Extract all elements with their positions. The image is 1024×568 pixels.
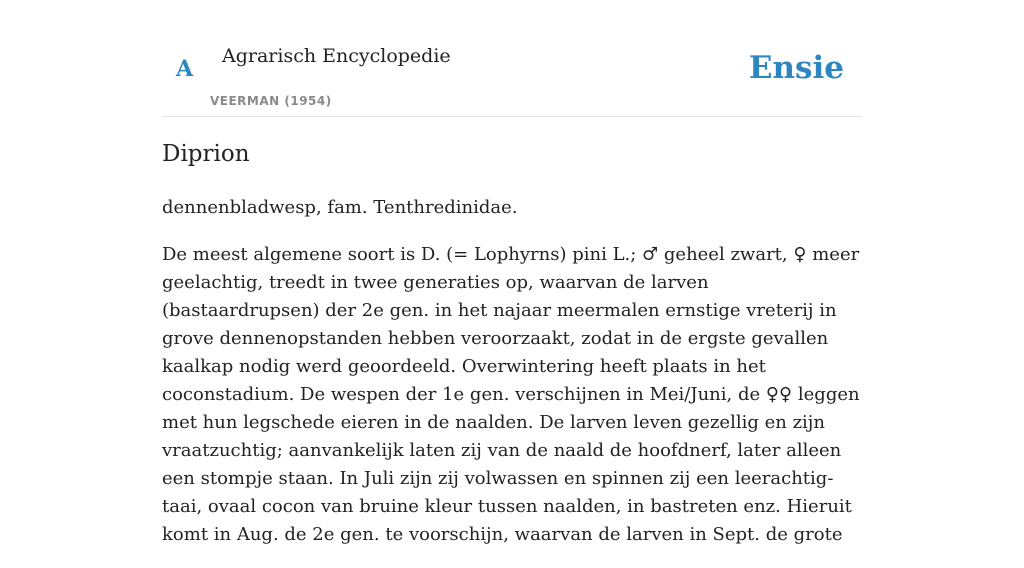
entry-title: Diprion xyxy=(162,141,250,167)
entry-body: De meest algemene soort is D. (= Lophyrns) pini L.; ♂ geheel zwart, ♀ meer geelachtig, treedt in twee generaties op, waarvan de larven (bastaardrupsen) der 2e gen. in het najaar meermalen ernstige vreterij in grove dennenopstanden hebben veroorzaakt, zodat in de ergste gevallen kaalkap nodig werd geoordeeld. Overwintering heeft plaats in het coconstadium. De wespen der 1e gen. verschijnen in Mei/Juni, de ♀♀ leggen met hun legschede eieren in de naalden. De larven leven gezellig en zijn vraatzuchtig; aanvankelijk laten zij van de naald de hoofdnerf, later alleen een stompje staan. In Juli zijn zij volwassen en spinnen zij een leerachtig-taai, ovaal cocon van bruine kleur tussen naalden, in bastreten enz. Hieruit komt in Aug. de 2e gen. te voorschijn, waarvan de larven in Sept. de grote xyxy=(162,244,860,545)
edition-label: VEERMAN (1954) xyxy=(210,94,332,108)
ensie-logo[interactable]: Ensie xyxy=(748,50,844,86)
entry-lead: dennenbladwesp, fam. Tenthredinidae. xyxy=(162,197,518,218)
header xyxy=(162,0,862,117)
article xyxy=(162,138,867,568)
letter-index-link[interactable]: A xyxy=(176,56,194,82)
encyclopedia-title[interactable]: Agrarisch Encyclopedie xyxy=(222,45,451,67)
